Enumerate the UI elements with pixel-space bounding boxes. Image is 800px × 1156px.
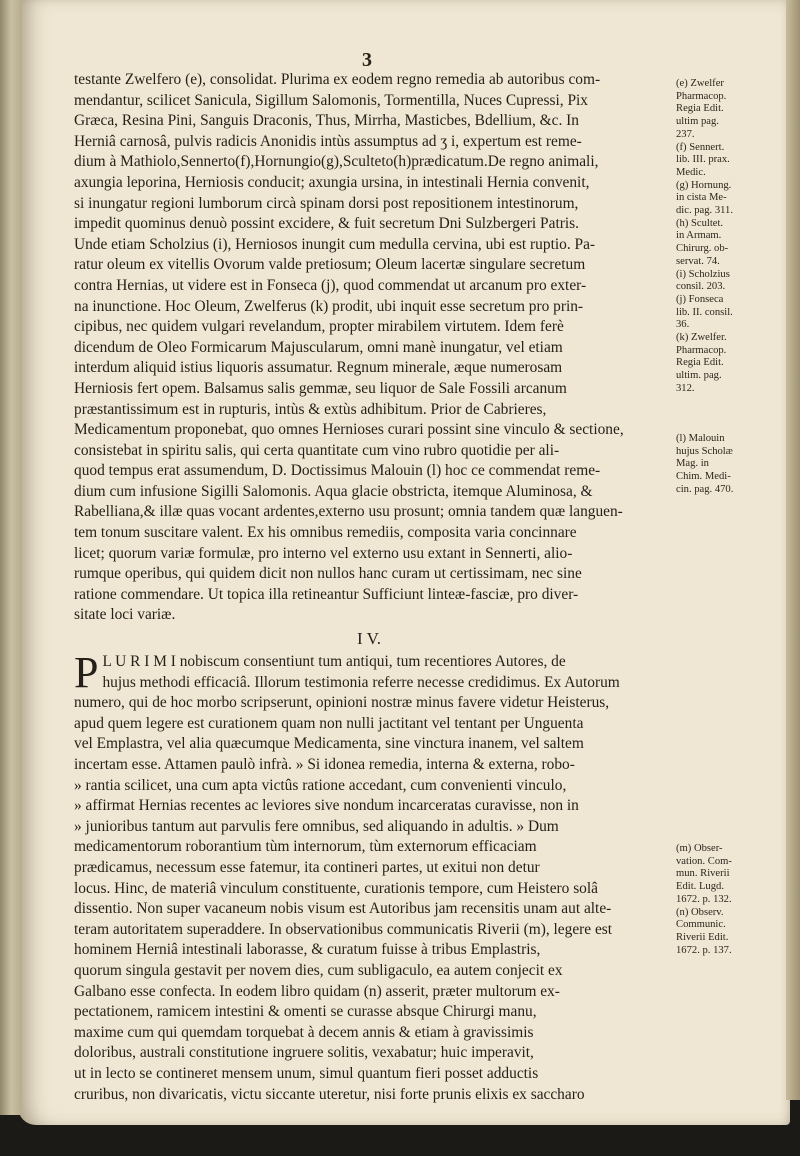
- marginal-note-line: 1672. p. 137.: [676, 944, 732, 956]
- marginal-note-line: Pharmacop.: [676, 90, 727, 102]
- text-line: locus. Hinc, de materiâ vinculum constituente, curationis tempore, cum Heistero solâ: [74, 879, 598, 897]
- text-line: ut in lecto se contineret mensem unum, simul quantum fieri posset adductis: [74, 1064, 539, 1082]
- marginal-note-line: Medic.: [676, 166, 706, 178]
- text-line: teram autoritatem superaddere. In observationibus communicatis Riverii (m), legere est: [74, 920, 613, 938]
- text-line: Græca, Resina Pini, Sanguis Draconis, Thus, Mirrha, Masticbes, Bdellium, &c. In: [74, 112, 579, 130]
- text-line: rumque operibus, qui quidem dicit non nullos hanc curam ut certissimam, nec sine: [74, 565, 582, 583]
- marginal-note-line: Regia Edit.: [676, 103, 724, 115]
- marginal-note-line: consil. 203.: [676, 281, 726, 293]
- section-heading: I V.: [357, 629, 381, 649]
- text-line: tem tonum suscitare valent. Ex his omnibus remediis, composita varia concinnare: [74, 524, 577, 542]
- marginal-note-line: in cista Me-: [676, 192, 727, 204]
- text-line: medicamentorum roborantium tùm internorum, tùm externorum efficaciam: [74, 838, 537, 856]
- text-line: apud quem legere est curationem quam non nulli jactitant vel tentant per Unguenta: [74, 714, 584, 732]
- marginal-note-line: 312.: [676, 382, 695, 394]
- section-2-first-lines: [74, 648, 664, 698]
- marginal-note-line: 237.: [676, 128, 695, 140]
- text-line: dium cum infusione Sigilli Salomonis. Aqua glacie obstricta, itemque Aluminosa, &: [74, 482, 593, 500]
- text-line: axungia leporina, Herniosis conducit; axungia ursina, in intestinali Hernia convenit,: [74, 173, 590, 191]
- text-line: Rabelliana,& illæ quas vocant ardentes,externo usu prosunt; omnia tandem quæ languen-: [74, 503, 623, 521]
- marginal-note-line: (k) Zwelfer.: [676, 332, 727, 344]
- text-line: Herniosis fert opem. Balsamus salis gemmæ, seu liquor de Sale Fossili arcanum: [74, 379, 567, 397]
- marginal-note-line: cin. pag. 470.: [676, 483, 734, 495]
- text-line: præstantissimum est in rupturis, intùs & extùs adhibitum. Prior de Cabrieres,: [74, 400, 547, 418]
- text-line: » rantia scilicet, una cum apta victûs ratione accedant, cum convenienti vinculo,: [74, 776, 567, 794]
- text-line: consistebat in spiritu salis, qui certa quantitate cum vino rubro quotidie per ali-: [74, 441, 560, 459]
- text-line: ratur oleum ex vitellis Ovorum valde pretiosum; Oleum lacertæ singulare secretum: [74, 256, 586, 274]
- marginal-note-line: dic. pag. 311.: [676, 205, 733, 217]
- marginal-note-line: Regia Edit.: [676, 357, 724, 369]
- text-line: impedit quominus denuò possint excidere, & fuit secretum Dni Sulzbergeri Patris.: [74, 215, 579, 233]
- marginal-note-line: lib. II. consil.: [676, 306, 733, 318]
- text-line: ratione commendare. Ut topica illa retineantur Sufficiunt linteæ-fasciæ, pro diver-: [74, 585, 579, 603]
- marginal-note-line: ultim. pag.: [676, 370, 722, 382]
- text-line: licet; quorum variæ formulæ, pro interno vel externo usu extant in Sennerti, alio-: [74, 544, 573, 562]
- text-line: numero, qui de hoc morbo scripserunt, opinioni nostræ minus favere videtur Heisterus,: [74, 694, 610, 712]
- marginal-note-line: servat. 74.: [676, 255, 720, 267]
- marginal-note-line: (m) Obser-: [676, 843, 723, 854]
- text-line: doloribus, australi constitutione ingruere solitis, vexabatur; huic imperavit,: [74, 1044, 534, 1062]
- text-line: Unde etiam Scholzius (i), Herniosos inungit cum medulla cervina, ubi est ruptio. Pa-: [74, 235, 596, 253]
- text-line: Herniâ carnosâ, pulvis radicis Anonidis intùs assumptus ad ʒ i, expertum est reme-: [74, 132, 582, 150]
- text-line: pectationem, ramicem intestini & omenti se curasse absque Chirurgi manu,: [74, 1003, 537, 1021]
- section-1-text: [74, 70, 664, 626]
- marginal-note-line: in Armam.: [676, 230, 722, 242]
- text-line: Medicamentum proponebat, quo omnes Hernioses curari possint sine vinculo & sectione,: [74, 421, 624, 439]
- text-line: contra Hernias, ut videre est in Fonseca (j), quod commendat ut arcanum pro exter-: [74, 276, 587, 294]
- marginal-note-line: (i) Scholzius: [676, 268, 730, 280]
- text-line: testante Zwelfero (e), consolidat. Plurima ex eodem regno remedia ab autoribus com-: [74, 71, 601, 88]
- text-line: maxime cum qui quemdam torquebat à decem annis & etiam à gravissimis: [74, 1023, 534, 1041]
- text-line: incertam esse. Attamen paulò infrà. » Si idonea remedia, interna & externa, robo-: [74, 756, 575, 773]
- marginal-note-line: Mag. in: [676, 458, 709, 470]
- marginal-notes-top: [676, 78, 774, 396]
- marginal-note-line: 36.: [676, 319, 690, 331]
- marginal-note-line: mun. Riverii: [676, 868, 730, 880]
- marginal-note-line: (g) Hornung.: [676, 179, 732, 191]
- drop-cap: P: [74, 648, 99, 698]
- text-line: dicendum de Oleo Formicarum Majuscularum, omni manè inungatur, vel etiam: [74, 338, 563, 356]
- text-line: dium à Mathiolo,Sennerto(f),Hornungio(g),Sculteto(h)prædicatum.De regno animali,: [74, 153, 599, 171]
- marginal-note-line: lib. III. prax.: [676, 154, 730, 166]
- marginal-note-line: ultim pag.: [676, 116, 719, 128]
- text-line: na inunctione. Hoc Oleum, Zwelferus (k) prodit, ubi inquit esse secretum pro prin-: [74, 297, 584, 315]
- section-2-text: [74, 648, 664, 1105]
- text-line: sitate loci variæ.: [74, 606, 176, 624]
- marginal-note-line: vation. Com-: [676, 855, 732, 867]
- marginal-note-line: Chim. Medi-: [676, 471, 731, 483]
- section-2-lines: [74, 693, 664, 1105]
- left-page-edge: [0, 0, 22, 1115]
- marginal-note-line: 1672. p. 132.: [676, 893, 732, 905]
- text-line: vel Emplastra, vel alia quæcumque Medicamenta, sine vinctura inanem, vel saltem: [74, 735, 584, 753]
- text-line: cruribus, non divaricatis, victu siccante uteretur, nisi forte prunis elixis ex saccharo: [74, 1085, 585, 1103]
- marginal-note-line: (e) Zwelfer: [676, 78, 724, 89]
- marginal-notes-middle: [676, 433, 774, 497]
- right-page-edge: [786, 0, 800, 1100]
- marginal-note-line: (n) Observ.: [676, 906, 724, 918]
- marginal-note-line: Edit. Lugd.: [676, 881, 724, 893]
- marginal-note-line: Communic.: [676, 919, 726, 931]
- text-line: si inungatur regioni lumborum circà spinam dorsi post repositionem intestinorum,: [74, 194, 579, 212]
- page-number: 3: [362, 49, 372, 71]
- marginal-note-line: (j) Fonseca: [676, 293, 724, 305]
- text-line: » junioribus tantum aut parvulis fere omnibus, sed aliquando in adultis. » Dum: [74, 817, 559, 835]
- text-line: dissentio. Non super vacaneum nobis visum est Autoribus jam recensitis unam aut alte-: [74, 900, 612, 918]
- text-line: hujus methodi efficaciâ. Illorum testimonia referre necesse credidimus. Ex Autorum: [102, 673, 620, 691]
- marginal-note-line: Pharmacop.: [676, 344, 727, 356]
- marginal-note-line: (l) Malouin: [676, 433, 725, 444]
- text-line: » affirmat Hernias recentes ac leviores sive nondum incarceratas curavisse, non in: [74, 797, 579, 815]
- text-line: hominem Herniâ intestinali laborasse, & curatum fuisse à tribus Emplastris,: [74, 941, 541, 959]
- main-text-block: [74, 70, 664, 1105]
- marginal-note-line: Riverii Edit.: [676, 931, 729, 943]
- text-line: mendantur, scilicet Sanicula, Sigillum Salomonis, Tormentilla, Nuces Cupressi, Pix: [74, 91, 588, 109]
- text-line: quorum singula gestavit per novem dies, cum subligaculo, ea autem conjecit ex: [74, 961, 563, 979]
- text-line: L U R I M I nobiscum consentiunt tum antiqui, tum recentiores Autores, de: [102, 653, 566, 671]
- text-line: prædicamus, necessum esse fatemur, ita contineri partes, ut exitui non detur: [74, 858, 540, 876]
- text-line: cipibus, nec quidem vulgari revelandum, propter mirabilem virtutem. Idem ferè: [74, 318, 564, 336]
- marginal-note-line: hujus Scholæ: [676, 445, 733, 457]
- marginal-note-line: (h) Scultet.: [676, 217, 724, 229]
- marginal-notes-bottom: [676, 843, 774, 957]
- marginal-note-line: Chirurg. ob-: [676, 243, 729, 255]
- text-line: Galbano esse confecta. In eodem libro quidam (n) asserit, præter multorum ex-: [74, 982, 560, 1000]
- marginal-note-line: (f) Sennert.: [676, 141, 725, 153]
- text-line: interdum aliquid istius liquoris assumatur. Regnum minerale, æque numerosam: [74, 359, 563, 377]
- text-line: quod tempus erat assumendum, D. Doctissimus Malouin (l) hoc ce commendat reme-: [74, 462, 601, 480]
